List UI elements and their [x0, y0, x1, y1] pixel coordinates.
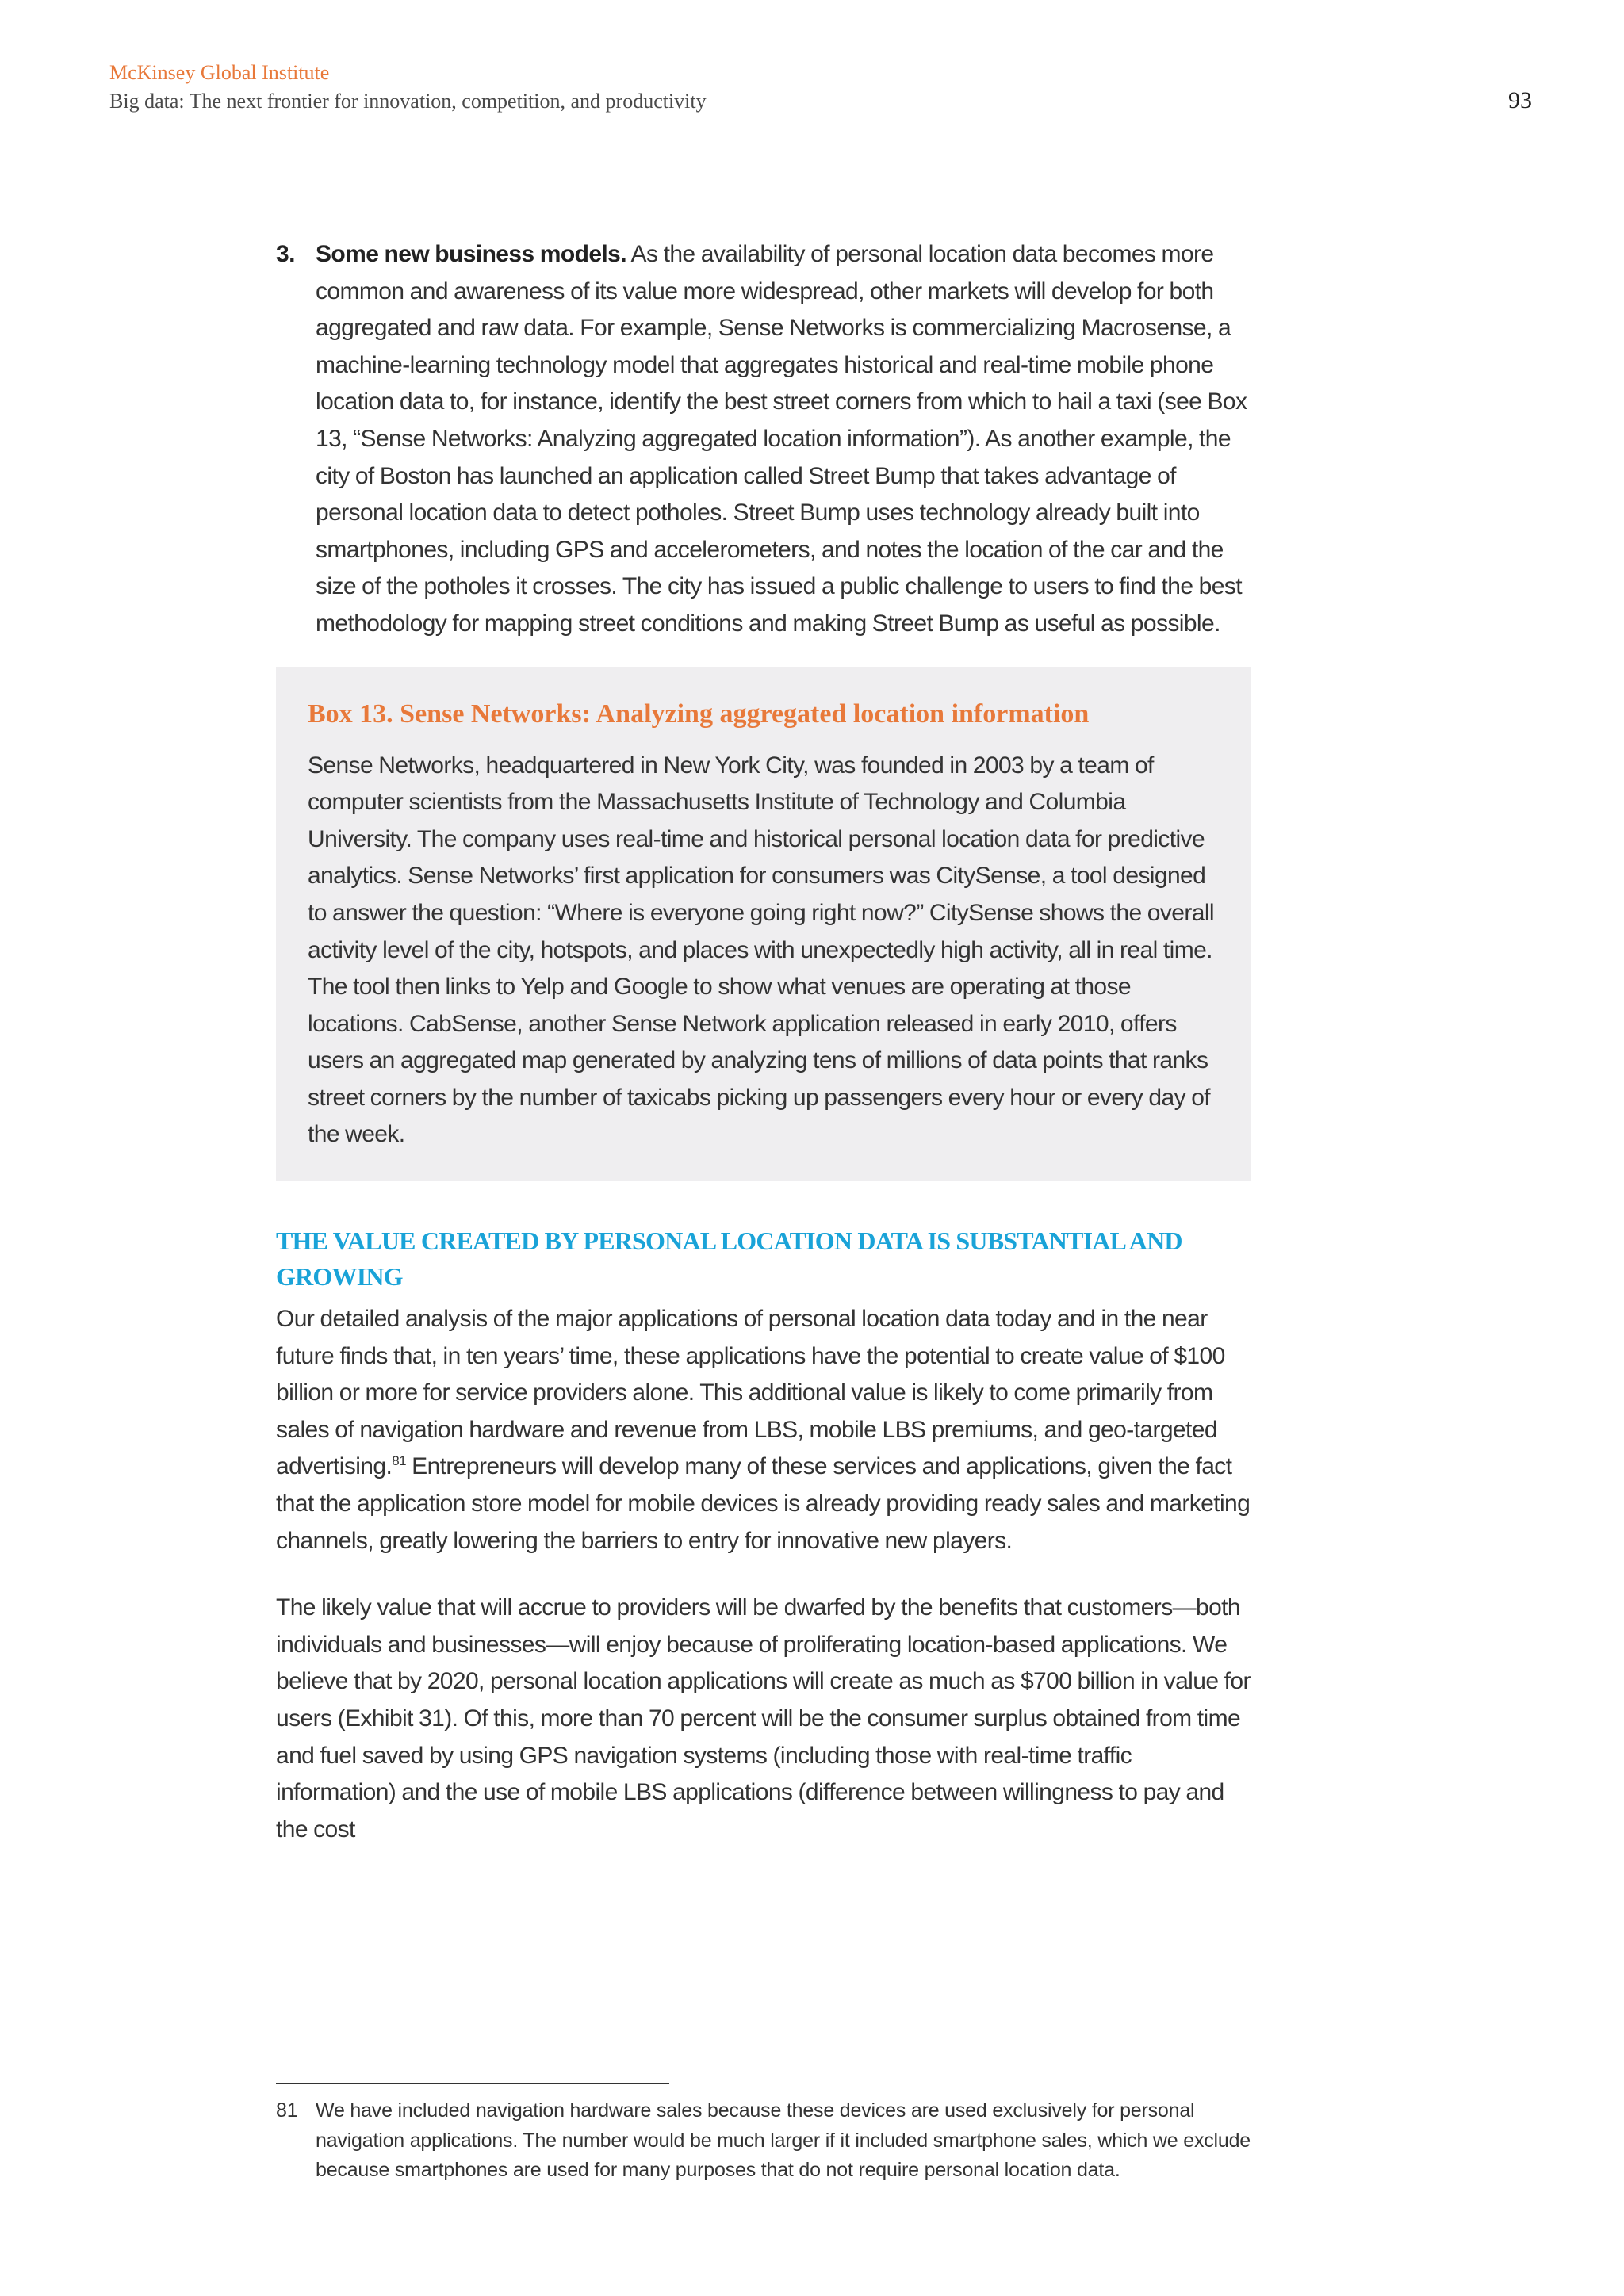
item-text: [316, 236, 1251, 643]
page-number: 93: [1508, 87, 1532, 113]
box-13: [276, 667, 1251, 1181]
item-number: 3.: [276, 241, 295, 267]
footnote-divider: [276, 2083, 669, 2084]
footnote-ref: 81: [392, 1453, 406, 1469]
box-text: Sense Networks, headquartered in New York City, was founded in 2003 by a team of computer scientists from the Massachusetts Institute of Technology and Columbia University. The company uses real-time and historical personal location data for predictive analytics. Sense Networks’ first application for consumers was CitySense, a tool designed to answer the question: “Where is everyone going right now?” CitySense shows the overall activity level of the city, hotspots, and places with unexpectedly high activity, all in real time. The tool then links to Yelp and Google to show what venues are operating at those locations. CabSense, another Sense Network application released in early 2010, offers users an aggregated map generated by analyzing tens of millions of data points that ranks street corners by the number of taxicabs picking up passengers every hour or every day of the week.: [308, 752, 1214, 1148]
section-heading: THE VALUE CREATED BY PERSONAL LOCATION DATA IS SUBSTANTIAL AND GROWING: [276, 1226, 1182, 1292]
header-org-name: McKinsey Global Institute: [109, 61, 330, 84]
page-header: [109, 59, 1537, 116]
footnote-number: 81: [276, 2099, 298, 2122]
numbered-item-3: [276, 236, 1251, 643]
paragraph-1-part-b: Entrepreneurs will develop many of these services and applications, given the fact that the application store model for mobile devices is already providing ready sales and marketing channels, greatly lowering the barriers to entry for innovative new players.: [276, 1453, 1251, 1554]
footnote-text: We have included navigation hardware sales because these devices are used exclusively for personal navigation applications. The number would be much larger if it included smartphone sales, which we exclude because smartphones are used for many purposes that do not require personal location data.: [316, 2099, 1251, 2181]
footnote-81: [276, 2096, 1251, 2186]
main-content: [276, 236, 1251, 1848]
header-report-title: Big data: The next frontier for innovation, competition, and productivity: [109, 90, 707, 113]
box-title: Box 13. Sense Networks: Analyzing aggregated location information: [308, 698, 1090, 729]
section-paragraph-1: [276, 1301, 1251, 1559]
section-paragraph-2: The likely value that will accrue to providers will be dwarfed by the benefits that customers—both individuals and businesses—will enjoy because of proliferating location-based applications. We believe that by 2020, personal location applications will create as much as $700 billion in value for users (Exhibit 31). Of this, more than 70 percent will be the consumer surplus obtained from time and fuel saved by using GPS navigation systems (including those with real-time traffic information) and the use of mobile LBS applications (difference between willingness to pay and the cost: [276, 1594, 1251, 1843]
item-lead: Some new business models.: [316, 241, 626, 267]
item-body: As the availability of personal location data becomes more common and awareness of its value more widespread, other markets will develop for both aggregated and raw data. For example, Sense Networks is commercializing Macrosense, a machine-learning technology model that aggregates historical and real-time mobile phone location data to, for instance, identify the best street corners from which to hail a taxi (see Box 13, “Sense Networks: Analyzing aggregated location information”). As another example, the city of Boston has launched an application called Street Bump that takes advantage of personal location data to detect potholes. Street Bump uses technology already built into smartphones, including GPS and accelerometers, and notes the location of the car and the size of the potholes it crosses. The city has issued a public challenge to users to find the best methodology for mapping street conditions and making Street Bump as useful as possible.: [316, 241, 1247, 637]
paragraph-1-part-a: Our detailed analysis of the major applications of personal location data today and in the near future finds that, in ten years’ time, these applications have the potential to create value of $100 billion or more for service providers alone. This additional value is likely to come primarily from sales of navigation hardware and revenue from LBS, mobile LBS premiums, and geo-targeted advertising.: [276, 1306, 1225, 1480]
